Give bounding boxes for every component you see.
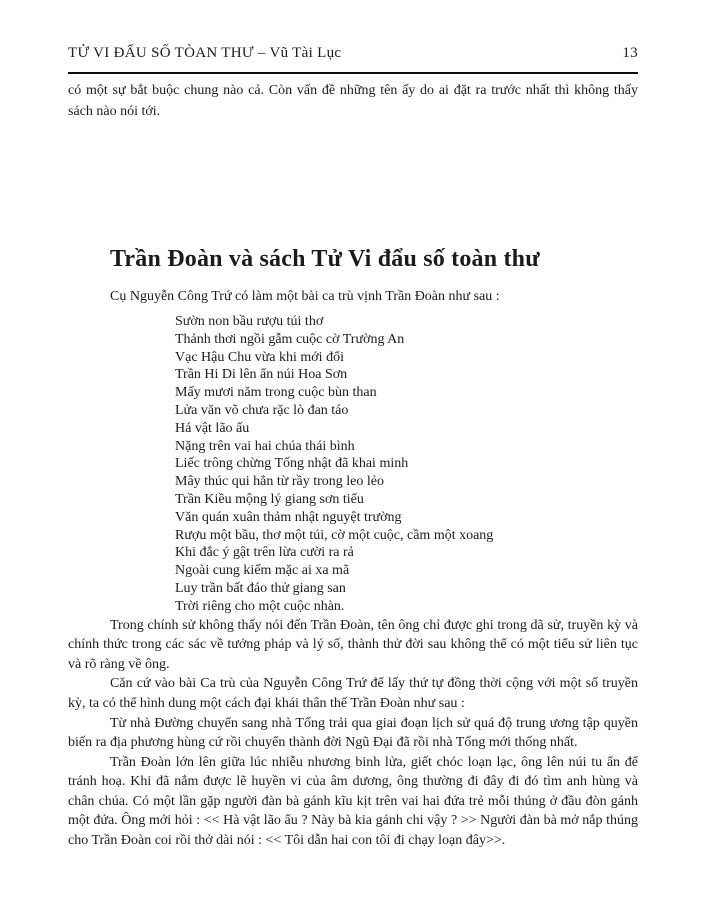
page-header: [68, 43, 638, 63]
poem-line: Trời riêng cho một cuộc nhàn.: [175, 598, 345, 614]
poem-line: Khi đắc ý gật trên lừa cười ra rả: [175, 545, 354, 561]
poem-line: Rượu một bầu, thơ một túi, cờ một cuộc, cầm một xoang: [175, 527, 494, 543]
poem-line: Trần Kiều mộng lý giang sơn tiểu: [175, 491, 364, 507]
poem-line: Văn quán xuân thảm nhật nguyệt trường: [175, 509, 402, 525]
lead-line: Cụ Nguyễn Công Trứ có làm một bài ca trù vịnh Trần Đoàn như sau :: [110, 289, 500, 304]
poem-line: Nặng trên vai hai chúa thái bình: [175, 438, 355, 454]
poem-line: Vạc Hậu Chu vừa khi mới đổi: [175, 349, 344, 365]
body-paragraph: Căn cứ vào bài Ca trù của Nguyễn Công Trứ để lấy thứ tự đồng thời cộng với một số truyền kỳ, ta có thể hình dung một cách đại khái thân thế Trần Đoàn như sau :: [68, 676, 638, 711]
poem-line: Mấy mươi năm trong cuộc bùn than: [175, 385, 377, 401]
poem: [175, 313, 638, 616]
poem-line: Há vật lão ấu: [175, 420, 250, 436]
page-number: 13: [622, 45, 638, 61]
poem-line: Thảnh thơi ngồi gẫm cuộc cờ Trường An: [175, 331, 405, 347]
body-paragraph: Trần Đoàn lớn lên giữa lúc nhiễu nhương binh lửa, giết chóc loạn lạc, ông lên núi tu ẩn để tránh hoạ. Khi đã nắm được lẽ huyền vi của âm dương, ông thường đi đây đi đó tìm anh hùng và chân chúa. Có một lần gặp người đàn bà gánh kĩu kịt trên vai hai đứa trẻ mỗi thúng ở đầu đòn gánh một đứa. Ông mới hỏi : << Hà vật lão ẩu ? Này bà kia gánh chi vậy ? >> Người đàn bà mở nắp thúng cho Trần Đoàn coi rồi thở dài nói : << Tôi dẫn hai con tôi đi chạy loạn đây>>.: [68, 754, 638, 849]
poem-line: Trần Hi Di lên ẩn núi Hoa Sơn: [175, 367, 348, 383]
poem-line: Liếc trông chừng Tống nhật đã khai minh: [175, 456, 409, 472]
poem-line: Sườn non bầu rượu túi thơ: [175, 314, 324, 329]
header-divider: [68, 72, 638, 74]
poem-line: Mây thúc qui hẳn từ rầy trong leo lẻo: [175, 474, 384, 490]
running-title: TỬ VI ĐẨU SỐ TÒAN THƯ – Vũ Tài Lục: [68, 45, 342, 61]
intro-paragraph: có một sự bắt buộc chung nào cả. Còn vấn đề những tên ấy do ai đặt ra trước nhất thì không thấy sách nào nói tới.: [68, 83, 638, 119]
poem-line: Ngoài cung kiếm mặc ai xa mã: [175, 563, 350, 579]
body-paragraph: Trong chính sử không thấy nói đến Trần Đoàn, tên ông chỉ được ghi trong dã sử, truyền kỳ và chính thức trong các sác về tướng pháp và lý số, thành thử đời sau không thể có một tiểu sử liên tục và rõ ràng về ông.: [68, 617, 638, 672]
poem-line: Luy trần bất đáo thử giang san: [175, 580, 346, 596]
poem-line: Lửa văn võ chưa rặc lò đan táo: [175, 402, 349, 418]
section-title: Trần Đoàn và sách Tử Vi đẩu số toàn thư: [110, 246, 540, 272]
body-paragraph: Từ nhà Đường chuyển sang nhà Tống trải qua giai đoạn lịch sử quá độ trung ương tập quyền biến ra địa phương hùng cứ rồi chuyển thành đời Ngũ Đại đã rồi nhà Tống mới thống nhất.: [68, 715, 638, 751]
